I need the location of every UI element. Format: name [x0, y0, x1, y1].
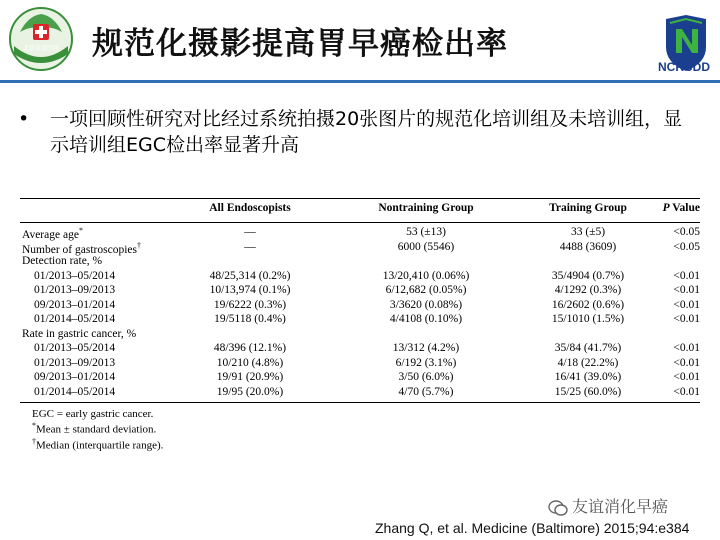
bullet-text: 一项回顾性研究对比经过系统拍摄20张图片的规范化培训组及未培训组，显示培训组EGC检出率显著升高: [50, 108, 683, 156]
table-cell: <0.01: [673, 356, 700, 369]
table-header-rule: [20, 222, 700, 223]
wechat-icon: [548, 499, 568, 517]
table-row: [20, 342, 700, 357]
table-cell: 48/25,314 (0.2%): [209, 269, 291, 282]
table-note: *Mean ± standard deviation.: [32, 421, 157, 436]
hospital-logo-icon: [8, 6, 74, 72]
row-label: 01/2014–05/2014: [34, 313, 116, 325]
row-label: Average age*: [22, 226, 83, 241]
table-cell: <0.01: [673, 284, 700, 296]
row-label: Number of gastroscopies†: [22, 240, 141, 256]
table-cell: 19/5118 (0.4%): [214, 313, 286, 325]
table-cell: 19/6222 (0.3%): [213, 298, 287, 311]
row-label: 09/2013–01/2014: [34, 371, 116, 383]
table-cell: 15/1010 (1.5%): [551, 313, 625, 325]
table-cell: 35/84 (41.7%): [554, 342, 622, 354]
table-row: [20, 313, 700, 328]
table-cell: 19/91 (20.9%): [216, 371, 284, 383]
table-cell: 16/41 (39.0%): [554, 371, 622, 383]
table-cell: 10/210 (4.8%): [216, 356, 284, 369]
watermark-text: 友谊消化早癌: [572, 497, 669, 516]
table-row: [20, 357, 700, 372]
table-top-rule: [20, 198, 700, 199]
table-cell: <0.01: [673, 269, 700, 282]
table-cell: 15/25 (60.0%): [554, 385, 622, 398]
table-cell: 53 (±13): [406, 226, 446, 238]
table-cell: <0.01: [673, 371, 700, 383]
row-label: 01/2013–05/2014: [34, 269, 116, 282]
row-label: 01/2013–09/2013: [34, 356, 116, 369]
table-note: EGC = early gastric cancer.: [32, 408, 154, 420]
table-cell: 35/4904 (0.7%): [551, 269, 625, 282]
header-all-endoscopists: All Endoscopists: [209, 202, 291, 214]
logo-left-text: 北京友谊医院: [22, 45, 60, 52]
table-cell: 13/312 (4.2%): [392, 342, 460, 354]
table-row: [20, 255, 700, 270]
table-cell: 3/50 (6.0%): [398, 371, 454, 383]
table-cell: 13/20,410 (0.06%): [382, 269, 470, 282]
ncrcdd-logo-text: NCRCDD: [658, 60, 710, 74]
row-label: Detection rate, %: [22, 255, 103, 267]
table-cell: 33 (±5): [570, 226, 606, 238]
table-row: [20, 386, 700, 401]
table-cell: <0.01: [673, 313, 700, 325]
citation: Zhang Q, et al. Medicine (Baltimore) 2015;94:e384: [375, 520, 690, 536]
table-cell: 6/192 (3.1%): [395, 356, 457, 369]
row-label: 01/2013–09/2013: [34, 284, 116, 296]
table-cell: <0.01: [673, 298, 700, 311]
table-cell: —: [244, 226, 256, 238]
row-label: 01/2014–05/2014: [34, 385, 116, 398]
table-row: [20, 226, 700, 241]
table-cell: 4/18 (22.2%): [557, 356, 619, 369]
table-cell: <0.05: [673, 226, 700, 238]
row-label: Rate in gastric cancer, %: [22, 327, 137, 340]
table-cell: 4/1292 (0.3%): [554, 284, 622, 296]
table-cell: 10/13,974 (0.1%): [209, 284, 291, 296]
table-cell: 48/396 (12.1%): [213, 342, 287, 354]
table-cell: 16/2602 (0.6%): [551, 298, 625, 311]
table-row: [20, 328, 700, 343]
header-divider: [0, 80, 720, 83]
table-cell: <0.05: [673, 240, 700, 253]
table-cell: 6000 (5546): [397, 240, 455, 253]
slide-header: [0, 0, 720, 80]
table-cell: 19/95 (20.0%): [216, 385, 284, 398]
table-row: [20, 241, 700, 256]
table-cell: 4488 (3609): [559, 240, 617, 253]
header-p-value: P Value: [662, 202, 700, 214]
table-cell: 4/70 (5.7%): [398, 385, 454, 398]
header-nontraining-group: Nontraining Group: [378, 202, 474, 214]
table-row: [20, 284, 700, 299]
table-row: [20, 299, 700, 314]
table-cell: <0.01: [673, 342, 700, 354]
table-note: †Median (interquartile range).: [32, 436, 164, 452]
bullet-dot-icon: •: [18, 108, 30, 130]
table-row: [20, 270, 700, 285]
header-training-group: Training Group: [549, 202, 627, 214]
table-cell: 4/4108 (0.10%): [389, 313, 463, 325]
row-label: 09/2013–01/2014: [34, 298, 116, 311]
row-label: 01/2013–05/2014: [34, 342, 116, 354]
wechat-watermark: [548, 494, 668, 517]
table-cell: 6/12,682 (0.05%): [385, 284, 467, 296]
table-row: [20, 371, 700, 386]
table-bottom-rule: [20, 402, 700, 403]
table-cell: —: [244, 240, 256, 253]
table-cell: 3/3620 (0.08%): [389, 298, 463, 311]
table-notes: [32, 408, 163, 451]
table-cell: <0.01: [673, 385, 700, 398]
slide-title: 规范化摄影提高胃早癌检出率: [92, 26, 508, 62]
